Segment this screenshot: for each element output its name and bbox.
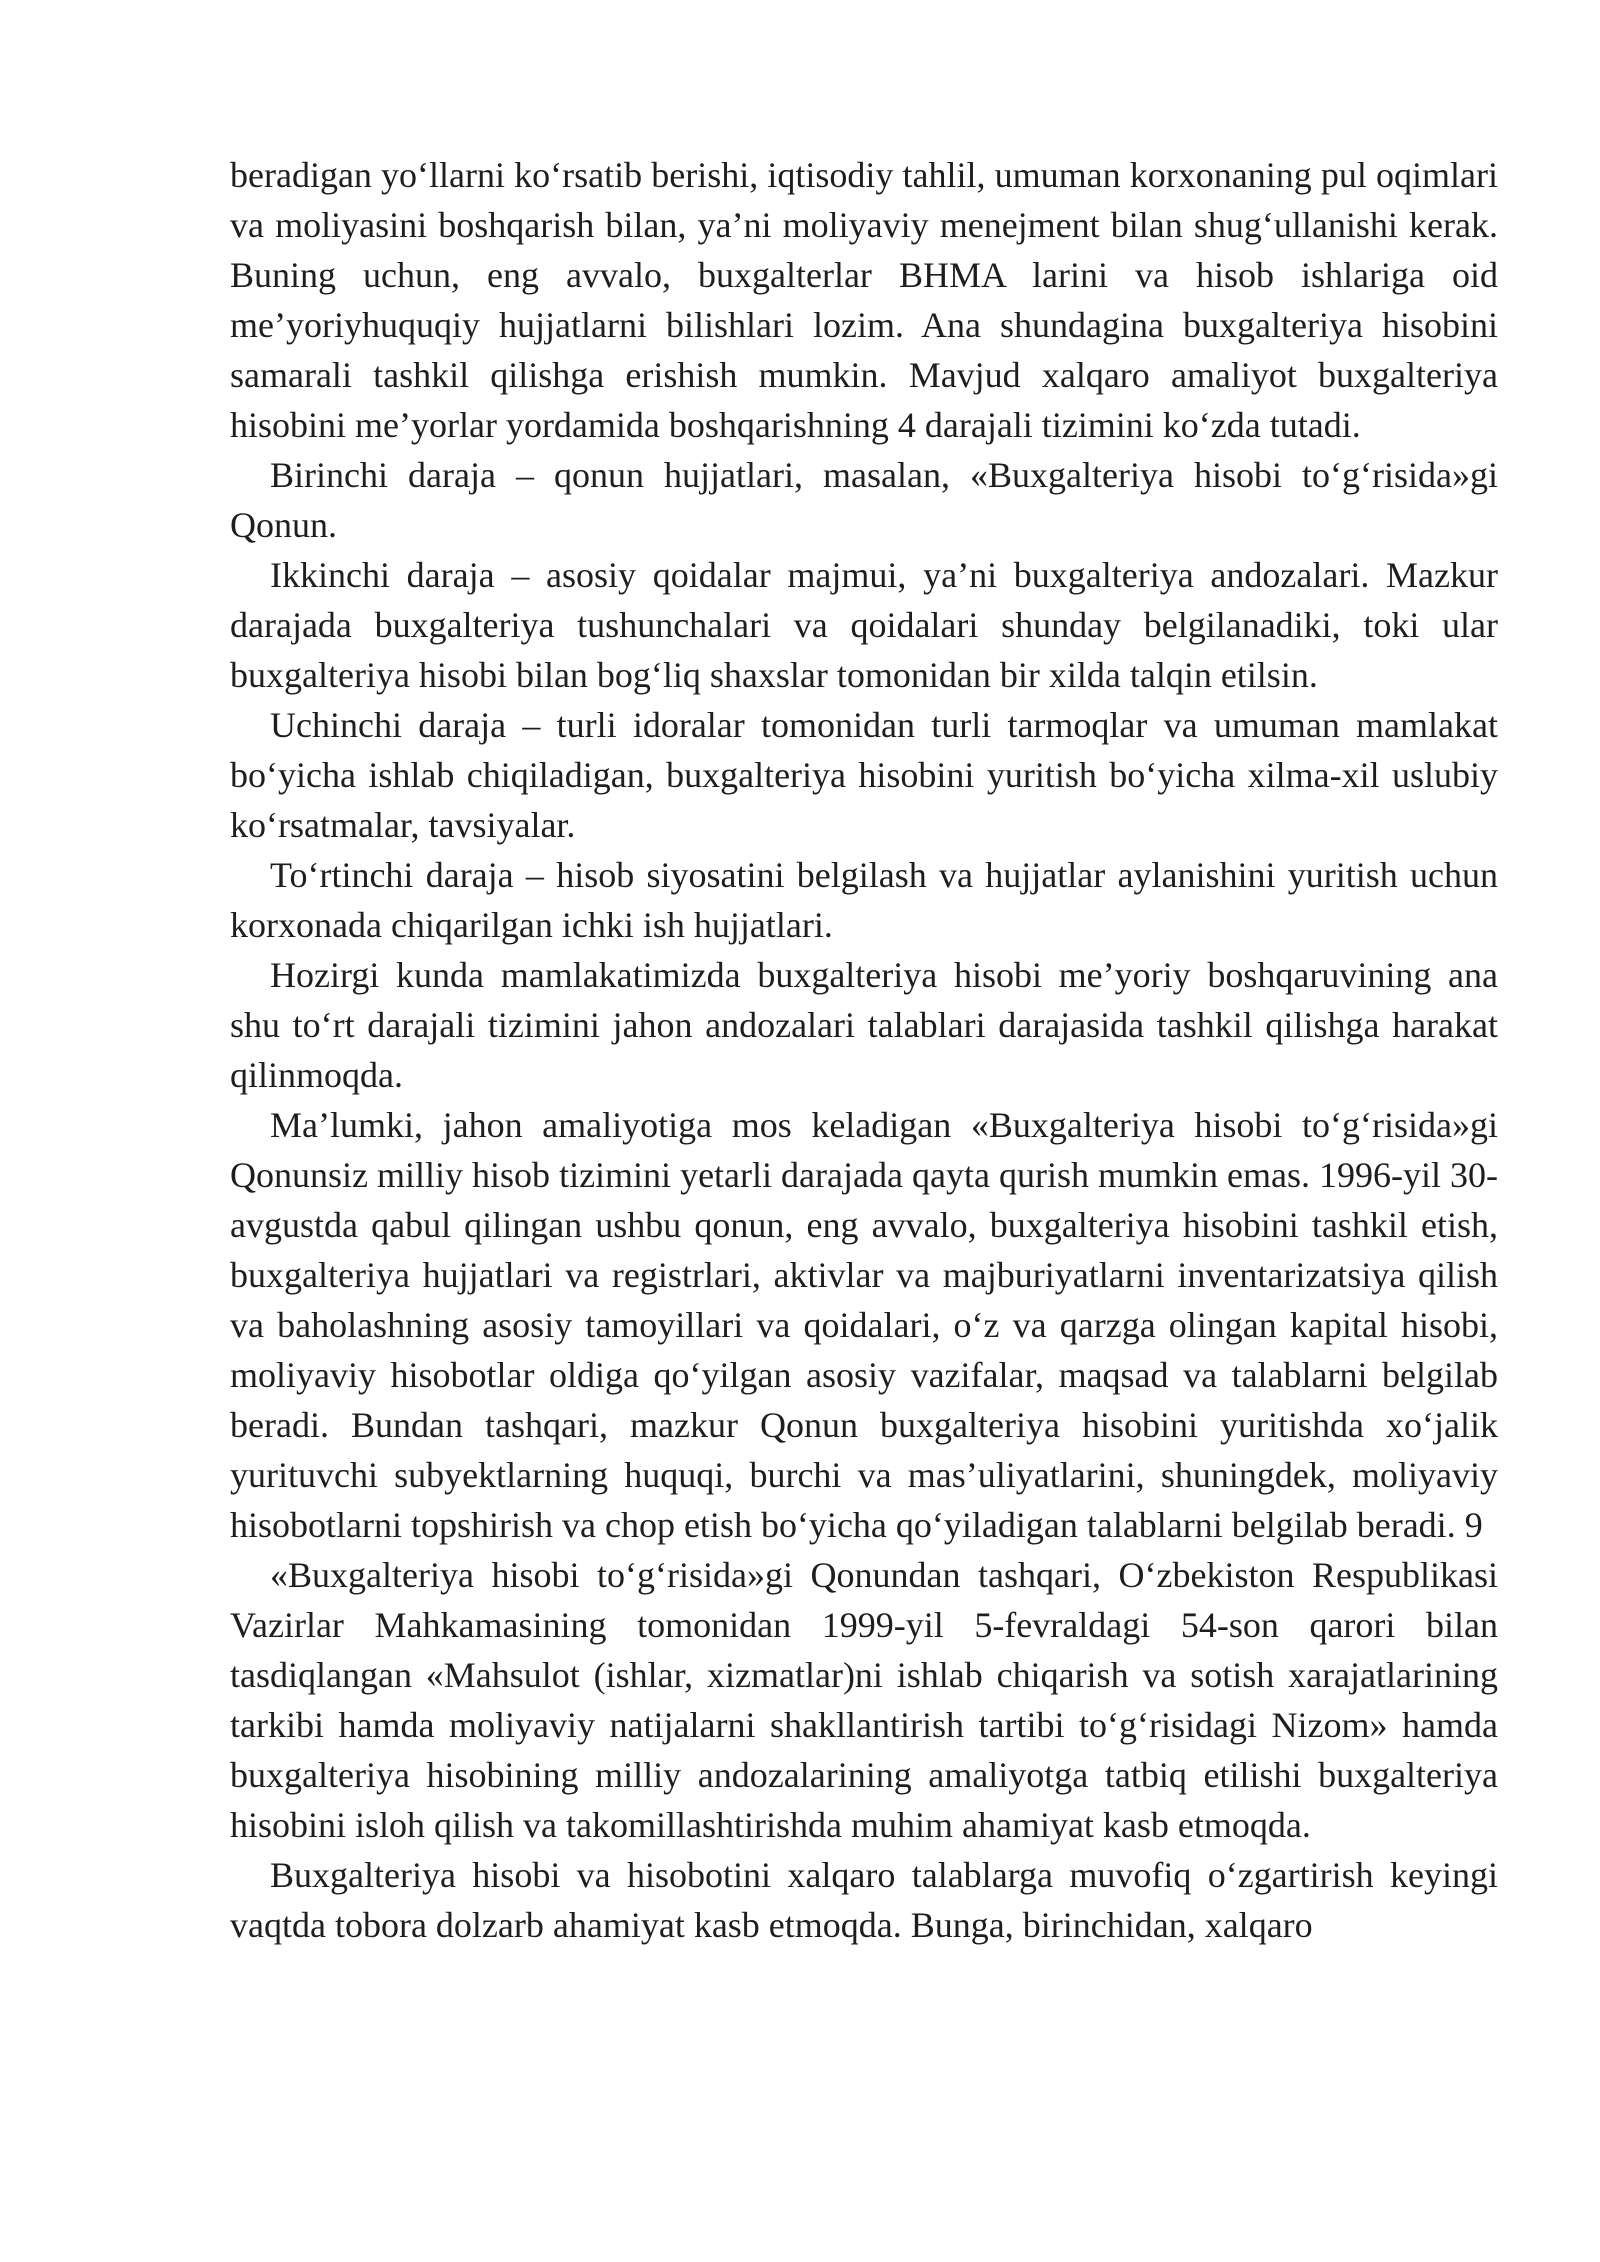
document-page	[230, 150, 1498, 1950]
paragraph-first-level: Birinchi daraja – qonun hujjatlari, masalan, «Buxgalteriya hisobi to‘g‘risida»gi Qonun.	[230, 455, 1498, 545]
paragraph-fourth-level: To‘rtinchi daraja – hisob siyosatini belgilash va hujjatlar aylanishini yuritish uchun korxonada chiqarilgan ichki ish hujjatlari.	[230, 855, 1498, 945]
paragraph-current-state: Hozirgi kunda mamlakatimizda buxgalteriya hisobi me’yoriy boshqaruvining ana shu to‘rt darajali tizimini jahon andozalari talablari darajasida tashkil qilishga harakat qilinmoqda.	[230, 955, 1498, 1095]
paragraph-regulation-1999: «Buxgalteriya hisobi to‘g‘risida»gi Qonundan tashqari, O‘zbekiston Respublikasi Vazirlar Mahkamasining tomonidan 1999-yil 5-fevraldagi 54-son qarori bilan tasdiqlangan «Mahsulot (ishlar, xizmatlar)ni ishlab chiqarish va sotish xarajatlarining tarkibi hamda moliyaviy natijalarni shakllantirish tartibi to‘g‘risidagi Nizom» hamda buxgalteriya hisobining milliy andozalarining amaliyotga tatbiq etilishi buxgalteriya hisobini isloh qilish va takomillashtirishda muhim ahamiyat kasb etmoqda.	[230, 1555, 1498, 1845]
paragraph-law-1996: Ma’lumki, jahon amaliyotiga mos keladigan «Buxgalteriya hisobi to‘g‘risida»gi Qonunsiz milliy hisob tizimini yetarli darajada qayta qurish mumkin emas. 1996-yil 30-avgustda qabul qilingan ushbu qonun, eng avvalo, buxgalteriya hisobini tashkil etish, buxgalteriya hujjatlari va registrlari, aktivlar va majburiyatlarni inventarizatsiya qilish va baholashning asosiy tamoyillari va qoidalari, o‘z va qarzga olingan kapital hisobi, moliyaviy hisobotlar oldiga qo‘yilgan asosiy vazifalar, maqsad va talablarni belgilab beradi. Bundan tashqari, mazkur Qonun buxgalteriya hisobini yuritishda xo‘jalik yurituvchi subyektlarning huquqi, burchi va mas’uliyatlarini, shuningdek, moliyaviy hisobotlarni topshirish va chop etish bo‘yicha qo‘yiladigan talablarni belgilab beradi. 9	[230, 1105, 1498, 1545]
paragraph-intro-continued: beradigan yo‘llarni ko‘rsatib berishi, iqtisodiy tahlil, umuman korxonaning pul oqimlari va moliyasini boshqarish bilan, ya’ni moliyaviy menejment bilan shug‘ullanishi kerak. Buning uchun, eng avvalo, buxgalterlar BHMA larini va hisob ishlariga oid me’yoriyhuquqiy hujjatlarni bilishlari lozim. Ana shundagina buxgalteriya hisobini samarali tashkil qilishga erishish mumkin. Mavjud xalqaro amaliyot buxgalteriya hisobini me’yorlar yordamida boshqarishning 4 darajali tizimini ko‘zda tutadi.	[230, 155, 1498, 445]
paragraph-third-level: Uchinchi daraja – turli idoralar tomonidan turli tarmoqlar va umuman mamlakat bo‘yicha ishlab chiqiladigan, buxgalteriya hisobini yuritish bo‘yicha xilma-xil uslubiy ko‘rsatmalar, tavsiyalar.	[230, 705, 1498, 845]
paragraph-second-level: Ikkinchi daraja – asosiy qoidalar majmui, ya’ni buxgalteriya andozalari. Mazkur darajada buxgalteriya tushunchalari va qoidalari shunday belgilanadiki, toki ular buxgalteriya hisobi bilan bog‘liq shaxslar tomonidan bir xilda talqin etilsin.	[230, 555, 1498, 695]
paragraph-international-requirements: Buxgalteriya hisobi va hisobotini xalqaro talablarga muvofiq o‘zgartirish keyingi vaqtda tobora dolzarb ahamiyat kasb etmoqda. Bunga, birinchidan, xalqaro	[230, 1855, 1498, 1945]
